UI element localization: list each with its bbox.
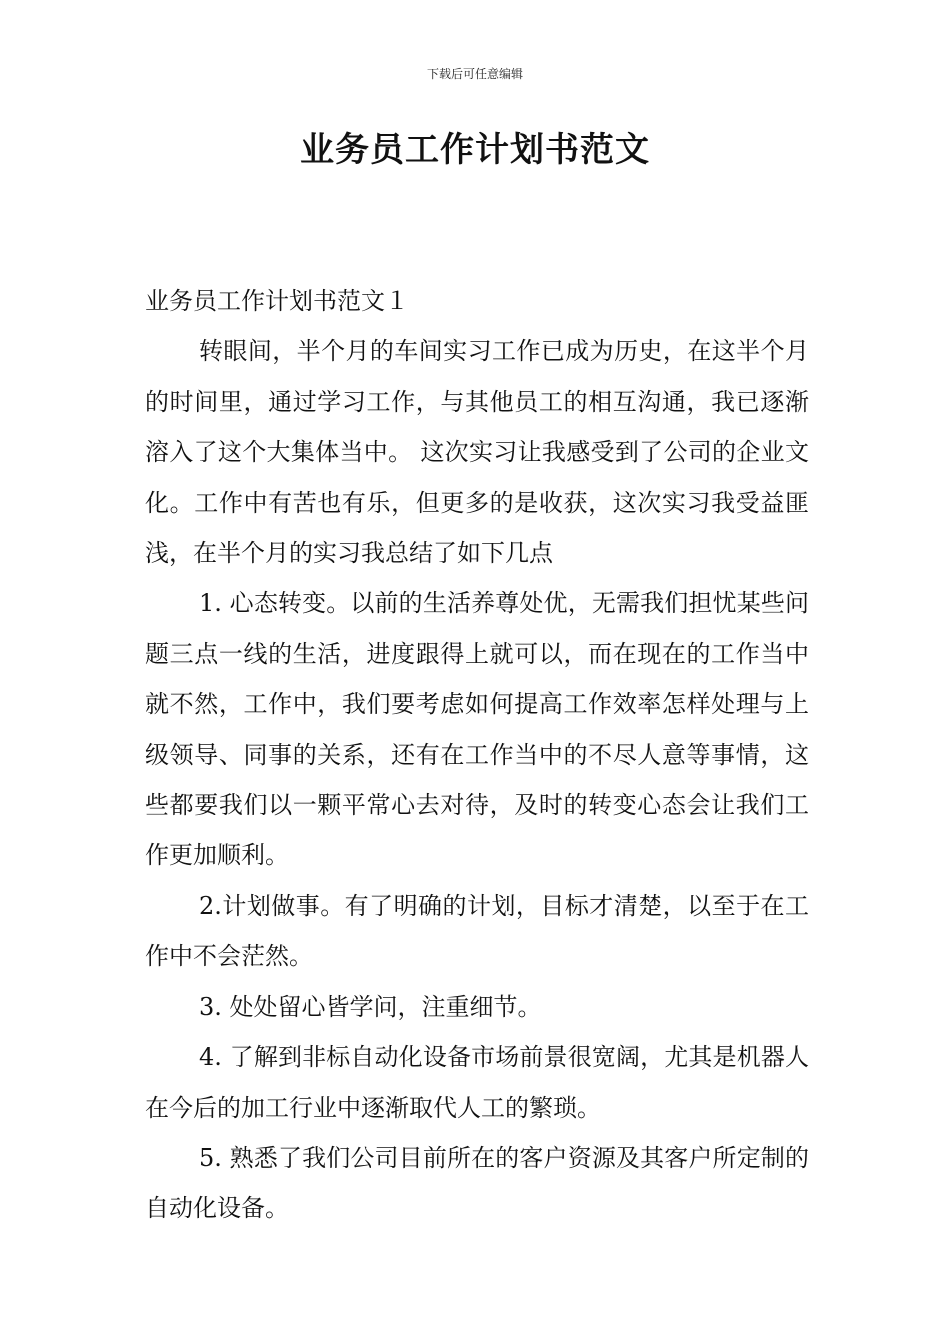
section-heading: 业务员工作计划书范文１ [145, 287, 409, 315]
paragraph-point-4: 4. 了解到非标自动化设备市场前景很宽阔，尤其是机器人在今后的加工行业中逐渐取代人工的繁琐。 [145, 1043, 809, 1122]
paragraph-point-5: 5. 熟悉了我们公司目前所在的客户资源及其客户所定制的自动化设备。 [145, 1143, 809, 1223]
document-title: 业务员工作计划书范文 [300, 130, 650, 170]
header-note: 下载后可任意编辑 [426, 67, 523, 81]
paragraph-point-1: 1. 心态转变。以前的生活养尊处优，无需我们担忧某些问题三点一线的生活，进度跟得上就可以，而在现在的工作当中就不然，工作中，我们要考虑如何提高工作效率怎样处理与上级领导、同事的关系，还有在工作当中的不尽人意等事情，这些都要我们以一颗平常心去对待，及时的转变心态会让我们工作更加顺利。 [145, 589, 809, 870]
paragraph-intro: 转眼间，半个月的车间实习工作已成为历史，在这半个月的时间里，通过学习工作，与其他员工的相互沟通，我已逐渐溶入了这个大集体当中。 这次实习让我感受到了公司的企业文化。工作中有苦也有乐，但更多的是收获，这次实习我受益匪浅，在半个月的实习我总结了如下几点 [145, 337, 809, 568]
paragraph-point-2: 2.计划做事。有了明确的计划，目标才清楚，以至于在工作中不会茫然。 [145, 891, 809, 971]
paragraph-point-3: 3. 处处留心皆学问，注重细节。 [199, 992, 542, 1021]
document-body [145, 276, 809, 1234]
